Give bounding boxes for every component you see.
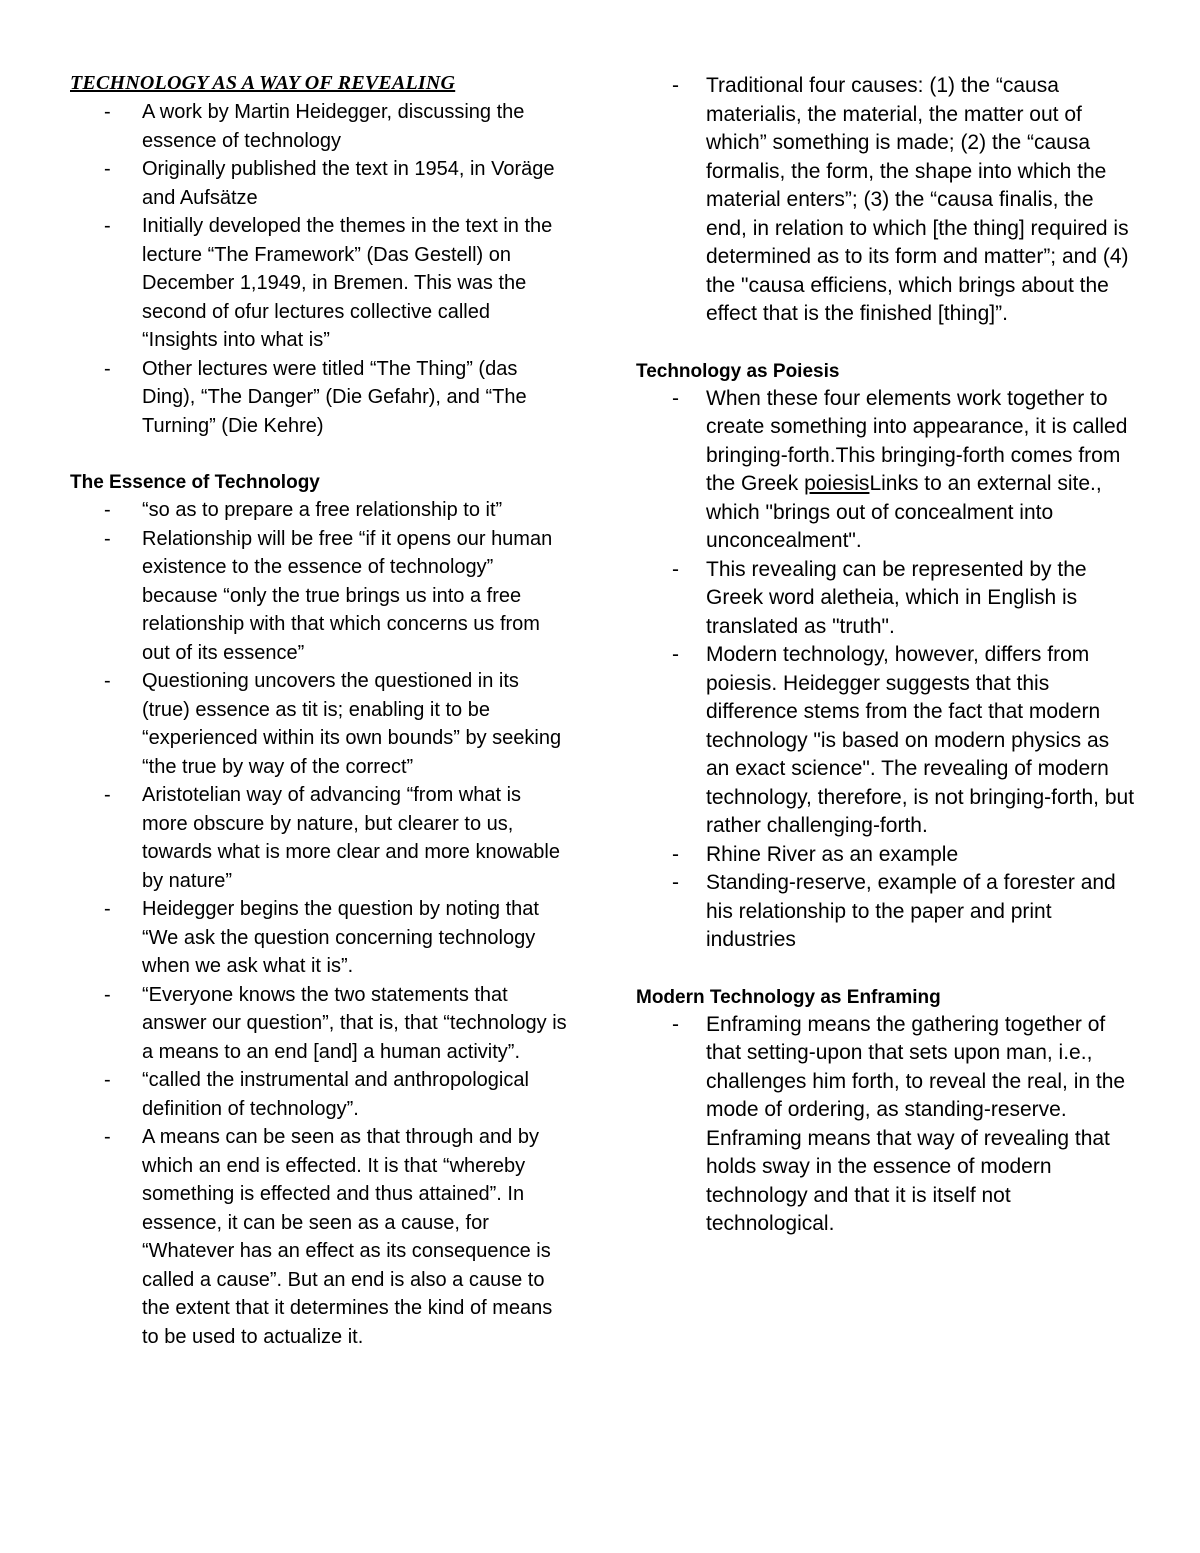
section-heading-essence: The Essence of Technology bbox=[70, 472, 320, 493]
list-item: - Relationship will be free “if it opens our human existence to the essence of technology” because “only the true brings us into a free relationship with that which concerns us from out of its essence” bbox=[70, 525, 570, 668]
list-item: - Traditional four causes: (1) the “causa materialis, the material, the matter out of which” something is made; (2) the “causa formalis, the form, the shape into which the material enters”; (3) the “causa finalis, the end, in relation to which [the thing] required is determined as to its form and matter”; and (4) the "causa efficiens, which brings about the effect that is the finished [thing]”. bbox=[636, 72, 1136, 329]
essence-list bbox=[70, 496, 570, 1351]
list-item: - Heidegger begins the question by noting that “We ask the question concerning technology when we ask what it is”. bbox=[70, 895, 570, 981]
list-item: - Standing-reserve, example of a forester and his relationship to the paper and print industries bbox=[636, 869, 1136, 955]
list-item: - Modern technology, however, differs from poiesis. Heidegger suggests that this difference stems from the fact that modern technology "is based on modern physics as an exact science". The revealing of modern technology, therefore, is not bringing-forth, but rather challenging-forth. bbox=[636, 641, 1136, 841]
list-item: - Aristotelian way of advancing “from what is more obscure by nature, but clearer to us, towards what is more clear and more knowable by nature” bbox=[70, 781, 570, 895]
list-item: - Enframing means the gathering together of that setting-upon that sets upon man, i.e., challenges him forth, to reveal the real, in the mode of ordering, as standing-reserve. Enframing means that way of revealing that holds sway in the essence of modern technology and that it is itself not technological. bbox=[636, 1011, 1136, 1239]
poiesis-link[interactable]: poiesis bbox=[804, 472, 870, 495]
list-item: - Originally published the text in 1954, in Voräge and Aufsätze bbox=[70, 155, 570, 212]
right-column bbox=[636, 72, 1136, 1239]
intro-list bbox=[70, 98, 570, 440]
spacer bbox=[70, 440, 570, 469]
list-item: - A work by Martin Heidegger, discussing the essence of technology bbox=[70, 98, 570, 155]
enframing-list bbox=[636, 1011, 1136, 1239]
list-item: - Questioning uncovers the questioned in its (true) essence as tit is; enabling it to be “experienced within its own bounds” by seeking “the true by way of the correct” bbox=[70, 667, 570, 781]
list-item: - A means can be seen as that through and by which an end is effected. It is that “whereby something is effected and thus attained”. In essence, it can be seen as a cause, for “Whatever has an effect as its consequence is called a cause”. But an end is also a cause to the extent that it determines the kind of means to be used to actualize it. bbox=[70, 1123, 570, 1351]
section-heading-enframing: Modern Technology as Enframing bbox=[636, 986, 941, 1008]
list-item: - “so as to prepare a free relationship to it” bbox=[70, 496, 570, 525]
bullet-text: When these four elements work together to create something into appearance, it is called bringing-forth.This bringing-forth comes from the Greek bbox=[706, 386, 1128, 495]
list-item: - Other lectures were titled “The Thing” (das Ding), “The Danger” (Die Gefahr), and “The Turning” (Die Kehre) bbox=[70, 355, 570, 441]
list-item: - “Everyone knows the two statements that answer our question”, that is, that “technology is a means to an end [and] a human activity”. bbox=[70, 981, 570, 1067]
list-item: - Rhine River as an example bbox=[636, 841, 1136, 870]
left-column bbox=[70, 70, 570, 1351]
list-item: - Initially developed the themes in the text in the lecture “The Framework” (Das Gestell) on December 1,1949, in Bremen. This was the second of ofur lectures collective called “Insights into what is” bbox=[70, 212, 570, 355]
spacer bbox=[636, 955, 1136, 984]
document-title: TECHNOLOGY AS A WAY OF REVEALING bbox=[70, 72, 456, 94]
list-item bbox=[636, 385, 1136, 556]
poiesis-list bbox=[636, 385, 1136, 955]
spacer bbox=[636, 329, 1136, 358]
causes-list bbox=[636, 72, 1136, 329]
list-item: - This revealing can be represented by the Greek word aletheia, which in English is translated as "truth". bbox=[636, 556, 1136, 642]
section-heading-poiesis: Technology as Poiesis bbox=[636, 360, 840, 382]
list-item: - “called the instrumental and anthropological definition of technology”. bbox=[70, 1066, 570, 1123]
bullet-text: Links to an external site., which "brings out of concealment into unconcealment". bbox=[706, 472, 1102, 552]
